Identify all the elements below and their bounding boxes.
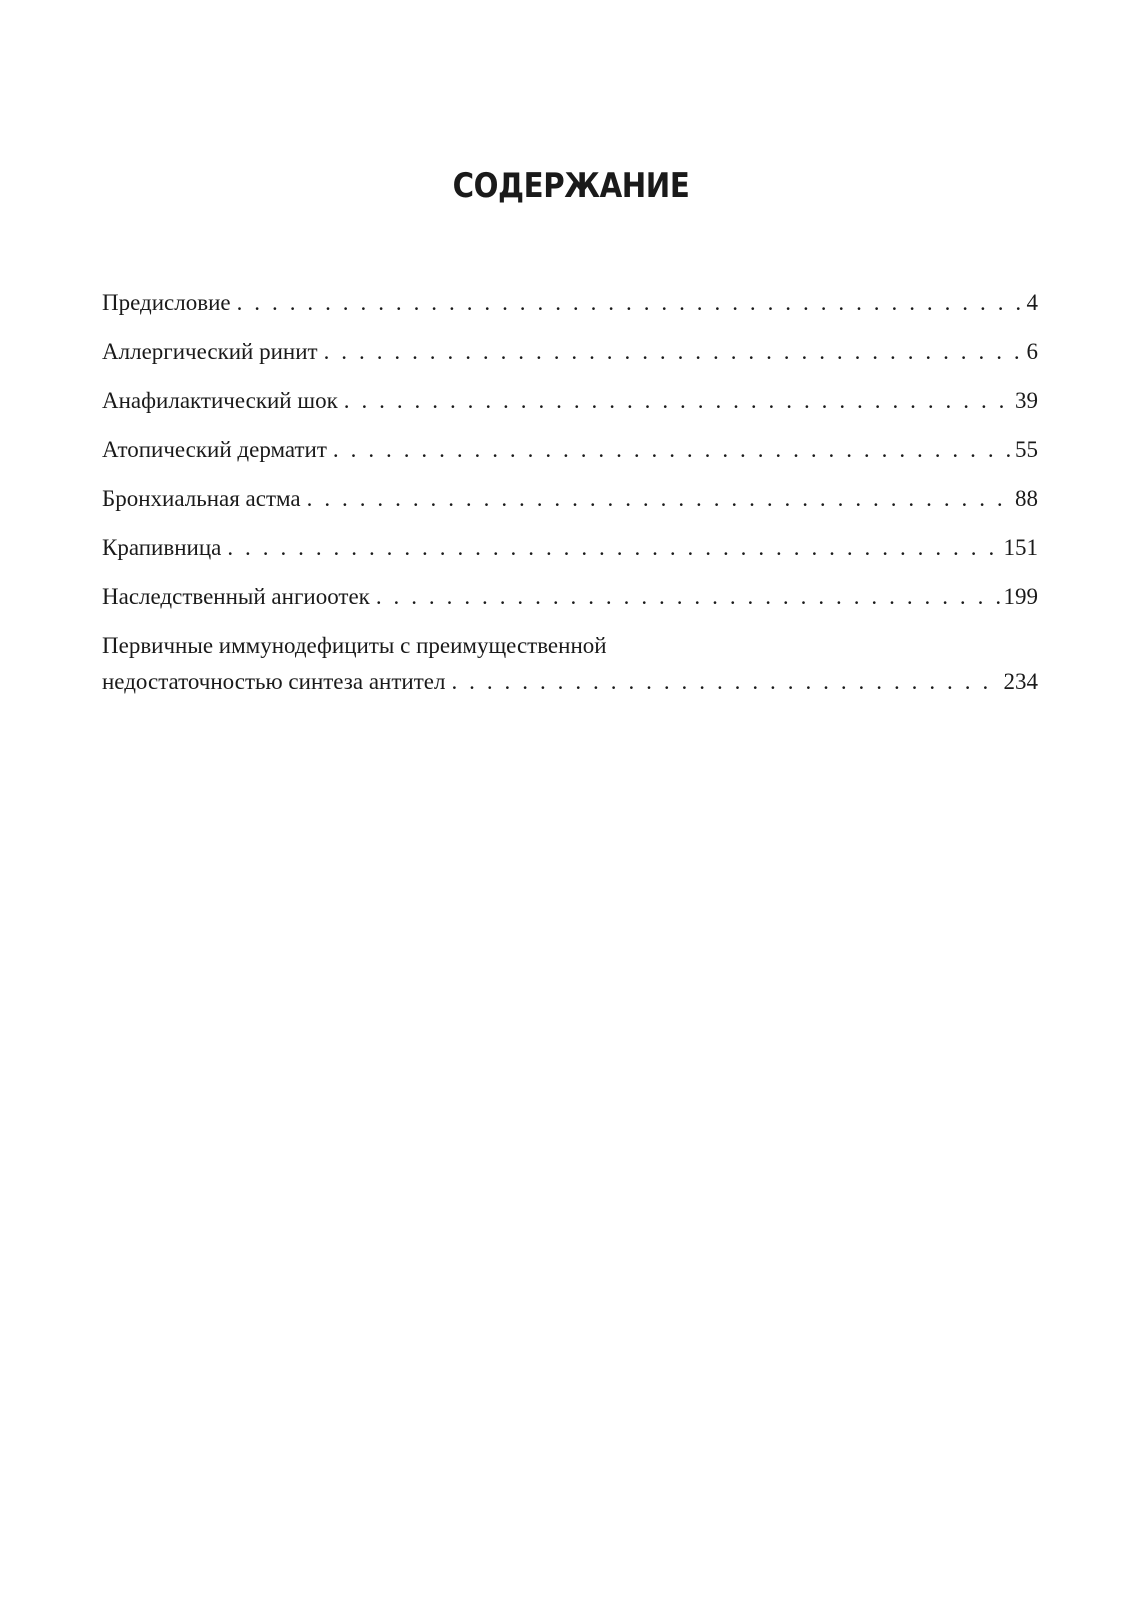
toc-entry[interactable] [102, 483, 1038, 515]
dot-leader [227, 532, 999, 564]
toc-entry-label-line2: недостаточностью синтеза антител [102, 669, 446, 694]
toc-entry[interactable] [102, 287, 1038, 319]
toc-entry-second-line [102, 666, 1038, 698]
toc-page-number: 39 [1015, 388, 1038, 413]
toc-page-number: 55 [1015, 437, 1038, 462]
toc-entry[interactable] [102, 434, 1038, 466]
dot-leader [237, 287, 1023, 319]
dot-leader [344, 385, 1011, 417]
table-of-contents [102, 287, 1038, 698]
toc-page-number: 151 [1003, 535, 1038, 560]
dot-leader [333, 434, 1011, 466]
toc-entry[interactable] [102, 630, 1038, 698]
toc-entry-label: Крапивница [102, 535, 222, 560]
toc-entry-label: Атопический дерматит [102, 437, 327, 462]
toc-page-number: 6 [1026, 339, 1038, 364]
toc-page-number: 4 [1026, 290, 1038, 315]
toc-page-number: 88 [1015, 486, 1038, 511]
dot-leader [307, 483, 1011, 515]
toc-entry[interactable] [102, 336, 1038, 368]
toc-entry[interactable] [102, 385, 1038, 417]
toc-entry-label: Аллергический ринит [102, 339, 318, 364]
toc-page-number: 199 [1003, 584, 1038, 609]
toc-entry-label: Наследственный ангиоотек [102, 584, 370, 609]
page-title: СОДЕРЖАНИЕ [452, 166, 690, 206]
toc-entry[interactable] [102, 532, 1038, 564]
dot-leader [451, 666, 999, 698]
toc-entry[interactable] [102, 581, 1038, 613]
toc-entry-label-line1: Первичные иммунодефициты с преимущественной [102, 633, 607, 658]
toc-entry-label: Предисловие [102, 290, 231, 315]
dot-leader [324, 336, 1023, 368]
toc-page-number: 234 [1003, 669, 1038, 694]
dot-leader [376, 581, 1000, 613]
toc-entry-label: Анафилактический шок [102, 388, 338, 413]
toc-entry-label: Бронхиальная астма [102, 486, 301, 511]
